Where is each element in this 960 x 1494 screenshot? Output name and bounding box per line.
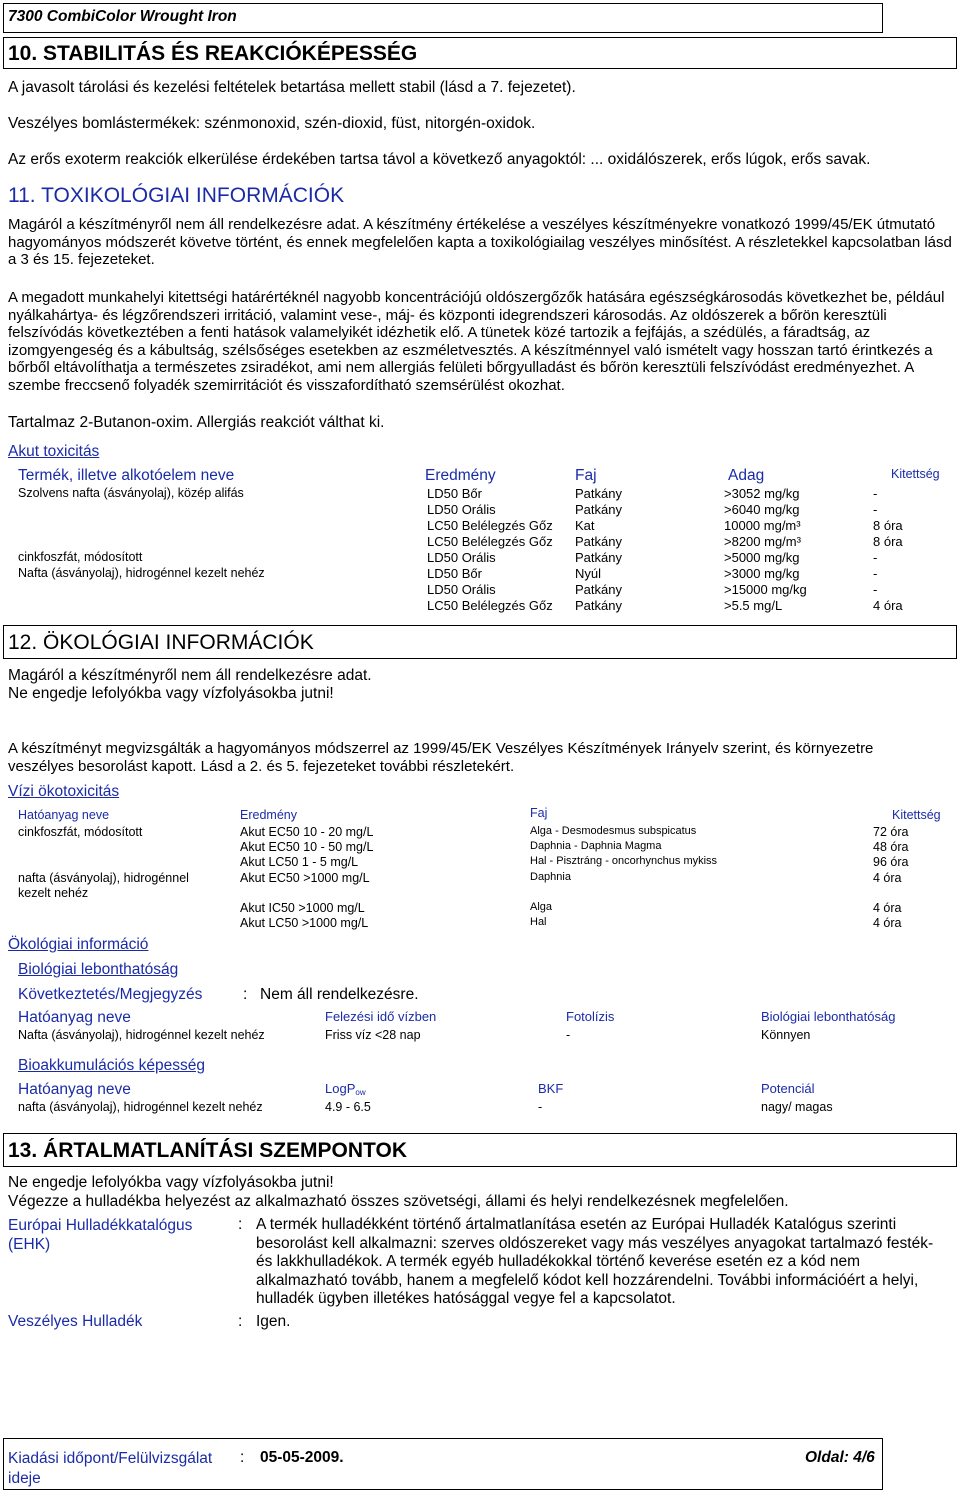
acute-cell-result: LC50 Belélegzés Gőz [427, 534, 553, 549]
ehk-colon: : [238, 1216, 243, 1233]
aquatic-cell-result: Akut EC50 10 - 50 mg/L [240, 840, 374, 854]
acute-cell-result: LC50 Belélegzés Gőz [427, 598, 553, 613]
section11-title: 11. TOXIKOLÓGIAI INFORMÁCIÓK [8, 184, 345, 207]
acute-cell-result: LD50 Orális [427, 502, 496, 517]
aquatic-cell-species: Daphnia [530, 871, 571, 883]
bioacc-header-logp [325, 1081, 366, 1101]
biodeg-cell-halflife: Friss víz <28 nap [325, 1028, 421, 1042]
section12-line2: Ne engedje lefolyókba vagy vízfolyásokba jutni! [8, 685, 334, 702]
acute-cell-species: Patkány [575, 486, 622, 501]
bioacc-cell-potential: nagy/ magas [761, 1100, 833, 1114]
ehk-label: Európai Hulladékkatalógus (EHK) [8, 1217, 193, 1253]
bioacc-header-substance: Hatóanyag neve [18, 1081, 131, 1098]
acute-cell-dose: >8200 mg/m³ [724, 534, 801, 549]
acute-cell-species: Patkány [575, 534, 622, 549]
section11-para2: A megadott munkahelyi kitettségi határértéknél nagyobb koncentrációjú oldószergőzők hatására egészségkárosodás következhet be, például nyálkahártya- és légzőrendszeri irritáció, valamint vese-, máj- és központi idegrendszeri károsodás. Az oldószerek a bőrön keresztüli felszívódás következtében a fenti hatások valamelyikét idézhetik elő. A tünetek közé tartozik a fejfájás, a szédülés, a fáradtság, az izomgyengeség és a kábultság, szélsőséges esetekben az eszméletvesztés. A készítménnyel való ismételt vagy hosszan tartó érintkezés a bőrből eltávolíthatja a természetes zsiradékot, ami nem allergiás felületi bőrgyulladást és bőrön keresztüli felszívódást eredményezhet. A szembe freccsenő folyadék szemirritációt és visszafordítható szemsérülést okozhat. [8, 289, 945, 394]
acute-header-result: Eredmény [425, 467, 496, 484]
acute-cell-exposure: 8 óra [873, 518, 903, 533]
section10-line: A javasolt tárolási és kezelési feltételek betartása mellett stabil (lásd a 7. fejezetet). [8, 79, 576, 96]
aquatic-cell-result: Akut EC50 >1000 mg/L [240, 871, 370, 885]
aquatic-cell-species: Alga [530, 901, 553, 913]
section10-line: Veszélyes bomlástermékek: szénmonoxid, szén-dioxid, füst, nitorgén-oxidok. [8, 115, 536, 132]
page-number: Oldal: 4/6 [805, 1449, 875, 1466]
product-title: 7300 CombiColor Wrought Iron [8, 8, 237, 25]
acute-cell-name: cinkfoszfát, módosított [18, 550, 143, 564]
section12-title: 12. ÖKOLÓGIAI INFORMÁCIÓK [8, 631, 314, 654]
aquatic-header-substance: Hatóanyag neve [18, 808, 110, 822]
aquatic-cell-name: cinkfoszfát, módosított [18, 825, 143, 839]
biodeg-header-substance: Hatóanyag neve [18, 1009, 131, 1026]
section13-line2: Végezze a hulladékba helyezést az alkalmazható összes szövetségi, állami és helyi rendelkezésnek megfelelően. [8, 1193, 789, 1210]
section11-para1: Magáról a készítményről nem áll rendelkezésre adat. A készítmény értékelése a veszélyes készítményekre vonatkozó 1999/45/EK útmutató hagyományos módszerét követve történt, és ennek megfelelően kapta a toxikológiailag veszélyes minősítést. A részletekkel kapcsolatban lásd a 3 és 15. fejezeteket. [8, 216, 952, 269]
acute-cell-species: Patkány [575, 582, 622, 597]
acute-cell-name: Szolvens nafta (ásványolaj), közép alifás [18, 486, 244, 500]
acute-header-dose: Adag [728, 467, 765, 484]
biodeg-cell-photolysis: - [566, 1028, 571, 1042]
aquatic-toxicity-heading: Vízi ökotoxicitás [8, 783, 120, 800]
acute-cell-exposure: 8 óra [873, 534, 903, 549]
acute-header-product: Termék, illetve alkotóelem neve [18, 467, 235, 484]
hazardous-waste-value: Igen. [256, 1313, 291, 1330]
logp-label: LogP [325, 1081, 356, 1096]
acute-cell-dose: >3000 mg/kg [724, 566, 800, 581]
aquatic-header-exposure: Kitettség [892, 808, 941, 822]
section11-para3: Tartalmaz 2-Butanon-oxim. Allergiás reakciót válthat ki. [8, 414, 385, 431]
issue-date-label: Kiadási időpont/Felülvizsgálat ideje [8, 1450, 213, 1487]
section13-line1: Ne engedje lefolyókba vagy vízfolyásokba jutni! [8, 1174, 334, 1191]
biodeg-header-photolysis: Fotolízis [566, 1009, 615, 1024]
acute-cell-exposure: - [873, 550, 878, 565]
acute-cell-result: LC50 Belélegzés Gőz [427, 518, 553, 533]
aquatic-cell-name: nafta (ásványolaj), hidrogénnel kezelt nehéz [18, 871, 189, 900]
acute-toxicity-heading: Akut toxicitás [8, 443, 100, 460]
acute-cell-dose: 10000 mg/m³ [724, 518, 801, 533]
aquatic-cell-exposure: 4 óra [873, 871, 902, 885]
bioacc-cell-logp: 4.9 - 6.5 [325, 1100, 371, 1114]
section10-line: Az erős exoterm reakciók elkerülése érdekében tartsa távol a következő anyagoktól: ... oxidálószerek, erős lúgok, erős savak. [8, 151, 871, 168]
aquatic-cell-exposure: 48 óra [873, 840, 909, 854]
acute-cell-species: Nyúl [575, 566, 602, 581]
bioacc-cell-bcf: - [538, 1100, 543, 1114]
logp-subscript: ow [355, 1088, 366, 1097]
acute-cell-result: LD50 Bőr [427, 566, 482, 581]
aquatic-cell-result: Akut EC50 10 - 20 mg/L [240, 825, 374, 839]
hazardous-waste-colon: : [238, 1313, 243, 1330]
aquatic-cell-species: Daphnia - Daphnia Magma [530, 840, 662, 852]
acute-cell-dose: >6040 mg/kg [724, 502, 800, 517]
acute-cell-dose: >15000 mg/kg [724, 582, 807, 597]
acute-cell-name: Nafta (ásványolaj), hidrogénnel kezelt nehéz [18, 566, 265, 580]
hazardous-waste-label: Veszélyes Hulladék [8, 1313, 143, 1330]
section13-title: 13. ÁRTALMATLANÍTÁSI SZEMPONTOK [8, 1139, 407, 1162]
biodeg-cell-name: Nafta (ásványolaj), hidrogénnel kezelt nehéz [18, 1028, 265, 1042]
acute-cell-dose: >5.5 mg/L [724, 598, 783, 613]
acute-cell-exposure: - [873, 566, 878, 581]
acute-cell-dose: >5000 mg/kg [724, 550, 800, 565]
aquatic-cell-exposure: 96 óra [873, 855, 909, 869]
ehk-value: A termék hulladékként történő ártalmatlanítása esetén az Európai Hulladék Katalógus szerinti besorolást kell alkalmazni: szerves oldószereket vagy más veszélyes anyagokat tartalmazó festék- és lakkhulladékok. A termék egyéb hulladékokkal történő keverése esetén ez a kód nem alkalmazható tovább, hanem a megfelelő kódot kell hozzárendelni. További információért a helyi, hulladék ügyben illetékes hatósággal vegye fel a kapcsolatot. [256, 1216, 934, 1307]
section12-line1: Magáról a készítményről nem áll rendelkezésre adat. [8, 667, 372, 684]
acute-cell-exposure: - [873, 486, 878, 501]
acute-cell-exposure: - [873, 502, 878, 517]
acute-cell-result: LD50 Orális [427, 550, 496, 565]
eco-info-heading: Ökológiai információ [8, 936, 149, 953]
conclusion-colon: : [243, 986, 248, 1003]
aquatic-cell-result: Akut LC50 >1000 mg/L [240, 916, 369, 930]
aquatic-cell-result: Akut LC50 1 - 5 mg/L [240, 855, 359, 869]
acute-cell-species: Patkány [575, 550, 622, 565]
acute-cell-species: Patkány [575, 598, 622, 613]
aquatic-cell-exposure: 4 óra [873, 901, 902, 915]
biodeg-header-halflife: Felezési idő vízben [325, 1009, 437, 1024]
biodegradability-heading: Biológiai lebonthatóság [18, 961, 179, 978]
aquatic-cell-exposure: 4 óra [873, 916, 902, 930]
acute-cell-exposure: 4 óra [873, 598, 903, 613]
acute-cell-species: Kat [575, 518, 595, 533]
bioacc-header-potential: Potenciál [761, 1081, 815, 1096]
biodeg-header-biodeg: Biológiai lebonthatóság [761, 1009, 896, 1024]
acute-header-exposure: Kitettség [891, 467, 940, 481]
aquatic-header-species: Faj [530, 806, 548, 820]
section12-para: A készítményt megvizsgálták a hagyományos módszerrel az 1999/45/EK Veszélyes Készítmények Irányelv szerint, és környezetre veszélyes besorolást kapott. Lásd a 2. és 5. fejezeteket további részletekért. [8, 740, 874, 775]
acute-cell-result: LD50 Orális [427, 582, 496, 597]
aquatic-header-result: Eredmény [240, 808, 297, 822]
acute-cell-species: Patkány [575, 502, 622, 517]
acute-cell-exposure: - [873, 582, 878, 597]
aquatic-cell-species: Hal - Pisztráng - oncorhynchus mykiss [530, 855, 718, 867]
issue-date-value: 05-05-2009. [260, 1449, 344, 1466]
bioacc-header-bcf: BKF [538, 1081, 564, 1096]
biodeg-cell-biodeg: Könnyen [761, 1028, 811, 1042]
acute-cell-result: LD50 Bőr [427, 486, 482, 501]
aquatic-cell-exposure: 72 óra [873, 825, 909, 839]
acute-cell-dose: >3052 mg/kg [724, 486, 800, 501]
aquatic-cell-species: Hal [530, 916, 547, 928]
aquatic-cell-result: Akut IC50 >1000 mg/L [240, 901, 365, 915]
section10-title: 10. STABILITÁS ÉS REAKCIÓKÉPESSÉG [8, 42, 418, 65]
aquatic-cell-species: Alga - Desmodesmus subspicatus [530, 825, 697, 837]
conclusion-value: Nem áll rendelkezésre. [260, 986, 419, 1003]
bioacc-cell-name: nafta (ásványolaj), hidrogénnel kezelt nehéz [18, 1100, 263, 1114]
acute-header-species: Faj [575, 467, 597, 484]
conclusion-label: Következtetés/Megjegyzés [18, 986, 203, 1003]
issue-date-colon: : [240, 1449, 245, 1466]
bioaccumulation-heading: Bioakkumulációs képesség [18, 1057, 205, 1074]
